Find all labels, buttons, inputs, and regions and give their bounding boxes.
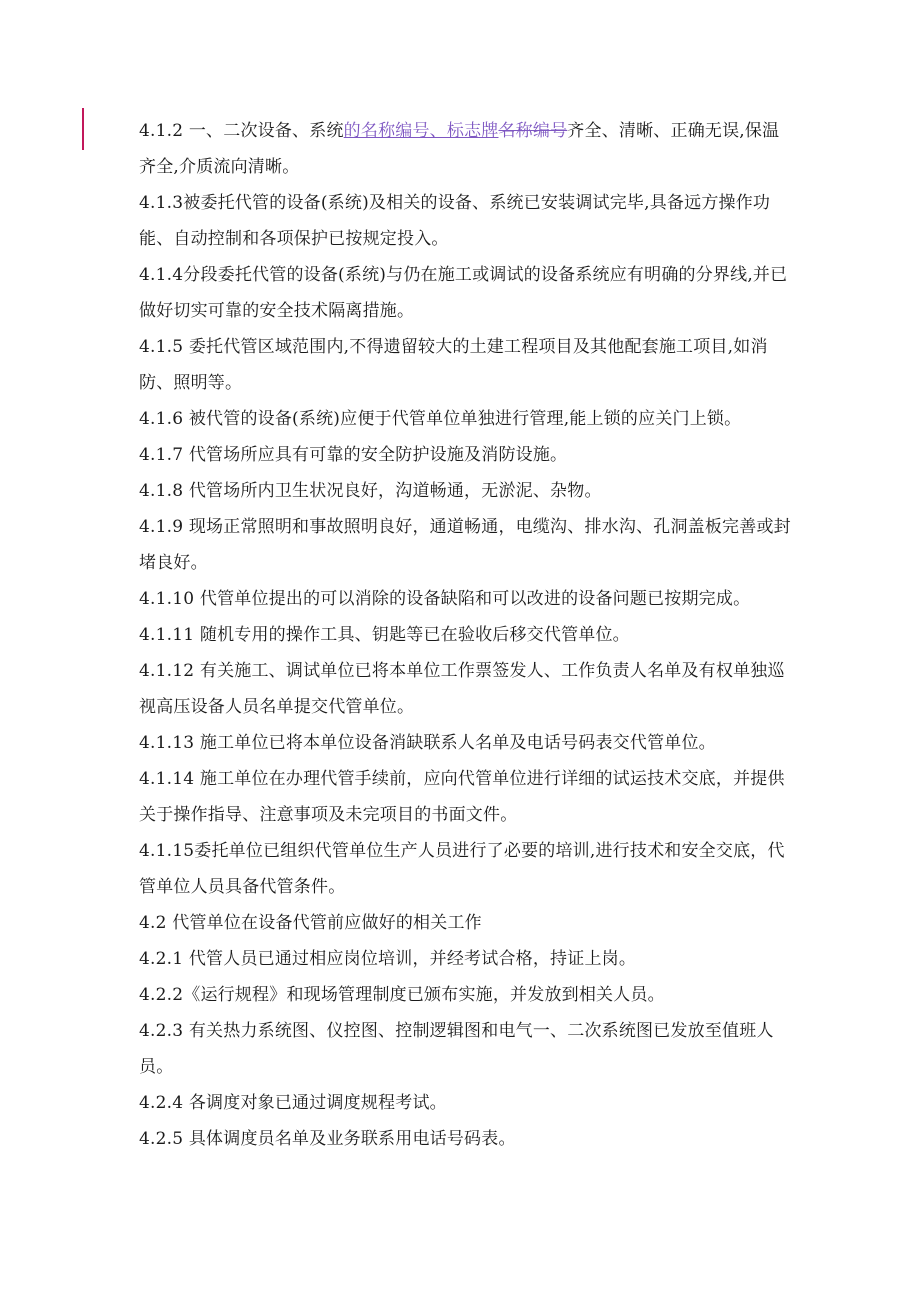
paragraph-4-2-5: 4.2.5 具体调度员名单及业务联系用电话号码表。 (139, 1129, 516, 1149)
paragraph-4-1-9: 4.1.9 现场正常照明和事故照明良好，通道畅通，电缆沟、排水沟、孔洞盖板完善或封堵良好。 (139, 517, 791, 573)
paragraph-prefix: 4.1.2 一、二次设备、系统 (139, 121, 344, 141)
deleted-text: 名称编号 (498, 121, 568, 141)
paragraph-4-1-6: 4.1.6 被代管的设备(系统)应便于代管单位单独进行管理,能上锁的应关门上锁。 (139, 409, 742, 429)
paragraph-4-2-4: 4.2.4 各调度对象已通过调度规程考试。 (139, 1093, 447, 1113)
paragraph-4-1-10: 4.1.10 代管单位提出的可以消除的设备缺陷和可以改进的设备问题已按期完成。 (139, 589, 751, 609)
section-heading-4-2: 4.2 代管单位在设备代管前应做好的相关工作 (139, 913, 482, 933)
paragraph-4-1-5: 4.1.5 委托代管区域范围内,不得遗留较大的土建工程项目及其他配套施工项目,如消防、照明等。 (139, 337, 768, 393)
paragraph-4-1-4: 4.1.4分段委托代管的设备(系统)与仍在施工或调试的设备系统应有明确的分界线,并已做好切实可靠的安全技术隔离措施。 (139, 265, 788, 321)
document-body (139, 113, 791, 1157)
paragraph-4-1-14: 4.1.14 施工单位在办理代管手续前，应向代管单位进行详细的试运技术交底，并提供关于操作指导、注意事项及未完项目的书面文件。 (139, 769, 785, 825)
paragraph-4-1-11: 4.1.11 随机专用的操作工具、钥匙等已在验收后移交代管单位。 (139, 625, 630, 645)
inserted-text: 的名称编号、标志牌 (343, 121, 499, 141)
paragraph-4-2-1: 4.2.1 代管人员已通过相应岗位培训，并经考试合格，持证上岗。 (139, 949, 637, 969)
paragraph-4-1-12: 4.1.12 有关施工、调试单位已将本单位工作票签发人、工作负责人名单及有权单独巡视高压设备人员名单提交代管单位。 (139, 661, 785, 717)
paragraph-suffix: 齐全、清晰、正确无误,保温齐全,介质流向清晰。 (139, 121, 780, 177)
revision-change-bar (82, 108, 84, 150)
paragraph-4-1-13: 4.1.13 施工单位已将本单位设备消缺联系人名单及电话号码表交代管单位。 (139, 733, 716, 753)
paragraph-4-1-7: 4.1.7 代管场所应具有可靠的安全防护设施及消防设施。 (139, 445, 568, 465)
paragraph-4-1-3: 4.1.3被委托代管的设备(系统)及相关的设备、系统已安装调试完毕,具备远方操作功能、自动控制和各项保护已按规定投入。 (139, 193, 771, 249)
paragraph-4-1-2 (139, 113, 791, 185)
paragraph-4-1-15: 4.1.15委托单位已组织代管单位生产人员进行了必要的培训,进行技术和安全交底，代管单位人员具备代管条件。 (139, 841, 785, 897)
paragraph-4-1-8: 4.1.8 代管场所内卫生状况良好，沟道畅通，无淤泥、杂物。 (139, 481, 602, 501)
paragraph-4-2-3: 4.2.3 有关热力系统图、仪控图、控制逻辑图和电气一、二次系统图已发放至值班人员。 (139, 1021, 774, 1077)
paragraph-4-2-2: 4.2.2《运行规程》和现场管理制度已颁布实施，并发放到相关人员。 (139, 985, 665, 1005)
